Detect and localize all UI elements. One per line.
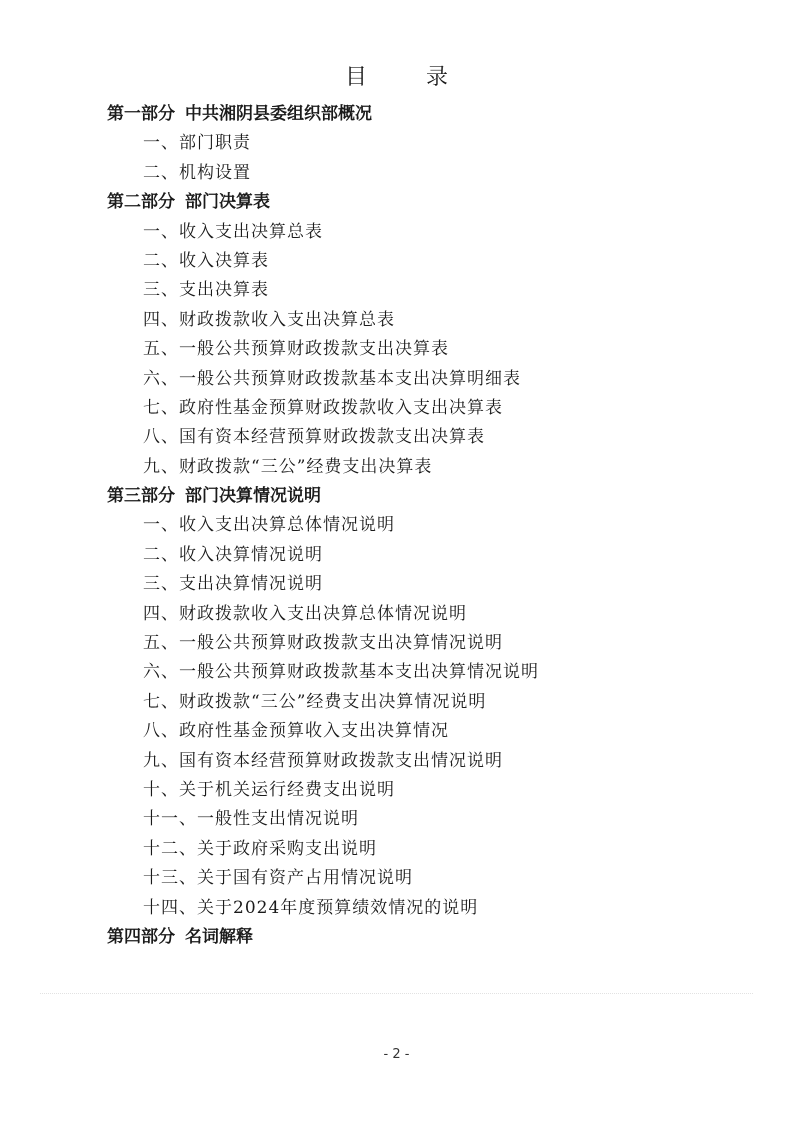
toc-item[interactable]: 六、一般公共预算财政拨款基本支出决算情况说明 [143,662,539,683]
toc-item[interactable]: 八、国有资本经营预算财政拨款支出决算表 [143,427,485,448]
toc-item[interactable]: 五、一般公共预算财政拨款支出决算情况说明 [143,633,503,654]
toc-item[interactable]: 十一、一般性支出情况说明 [143,809,359,830]
toc-item[interactable]: 十二、关于政府采购支出说明 [143,838,377,859]
toc-item[interactable]: 二、收入决算表 [143,250,269,271]
toc-item[interactable]: 一、收入支出决算总体情况说明 [143,515,395,536]
toc-item[interactable]: 三、支出决算表 [143,280,269,301]
toc-part-heading[interactable] [107,100,727,129]
toc-section-2 [107,188,727,482]
toc-item[interactable]: 九、财政拨款“三公”经费支出决算表 [143,456,433,477]
part-label: 名词解释 [185,926,253,947]
toc-item[interactable]: 七、政府性基金预算财政拨款收入支出决算表 [143,397,503,418]
toc-item[interactable]: 一、收入支出决算总表 [143,221,323,242]
toc-part-heading[interactable] [107,923,727,952]
toc-item[interactable]: 八、政府性基金预算收入支出决算情况 [143,721,449,742]
part-number: 第三部分 [107,486,175,507]
toc-item[interactable]: 四、财政拨款收入支出决算总表 [143,309,395,330]
toc-section-4 [107,923,727,952]
part-label: 部门决算表 [185,192,270,213]
toc-part-heading[interactable] [107,188,727,217]
toc-section-1 [107,100,727,188]
part-number: 第一部分 [107,104,175,124]
toc-item[interactable]: 二、收入决算情况说明 [143,544,323,565]
toc-item[interactable]: 一、部门职责 [143,133,251,154]
toc-item[interactable]: 十、关于机关运行经费支出说明 [143,779,395,800]
toc-item[interactable]: 四、财政拨款收入支出决算总体情况说明 [143,603,467,624]
toc-item[interactable]: 十三、关于国有资产占用情况说明 [143,868,413,889]
toc-item[interactable]: 二、机构设置 [143,162,251,183]
part-label: 中共湘阴县委组织部概况 [185,104,372,124]
toc-item[interactable]: 五、一般公共预算财政拨款支出决算表 [143,339,449,360]
part-number: 第二部分 [107,192,175,213]
table-of-contents [107,100,727,952]
footer-divider [40,993,753,994]
toc-item[interactable]: 三、支出决算情况说明 [143,574,323,595]
toc-item[interactable]: 七、财政拨款“三公”经费支出决算情况说明 [143,691,487,712]
part-number: 第四部分 [107,926,175,947]
part-label: 部门决算情况说明 [185,486,321,507]
page-title: 目 录 [345,65,474,90]
toc-item[interactable]: 六、一般公共预算财政拨款基本支出决算明细表 [143,368,521,389]
toc-item[interactable]: 九、国有资本经营预算财政拨款支出情况说明 [143,750,503,771]
toc-item[interactable]: 十四、关于2024年度预算绩效情况的说明 [143,897,479,918]
toc-part-heading[interactable] [107,482,727,511]
toc-section-3 [107,482,727,923]
page-number: - 2 - [383,1047,410,1062]
